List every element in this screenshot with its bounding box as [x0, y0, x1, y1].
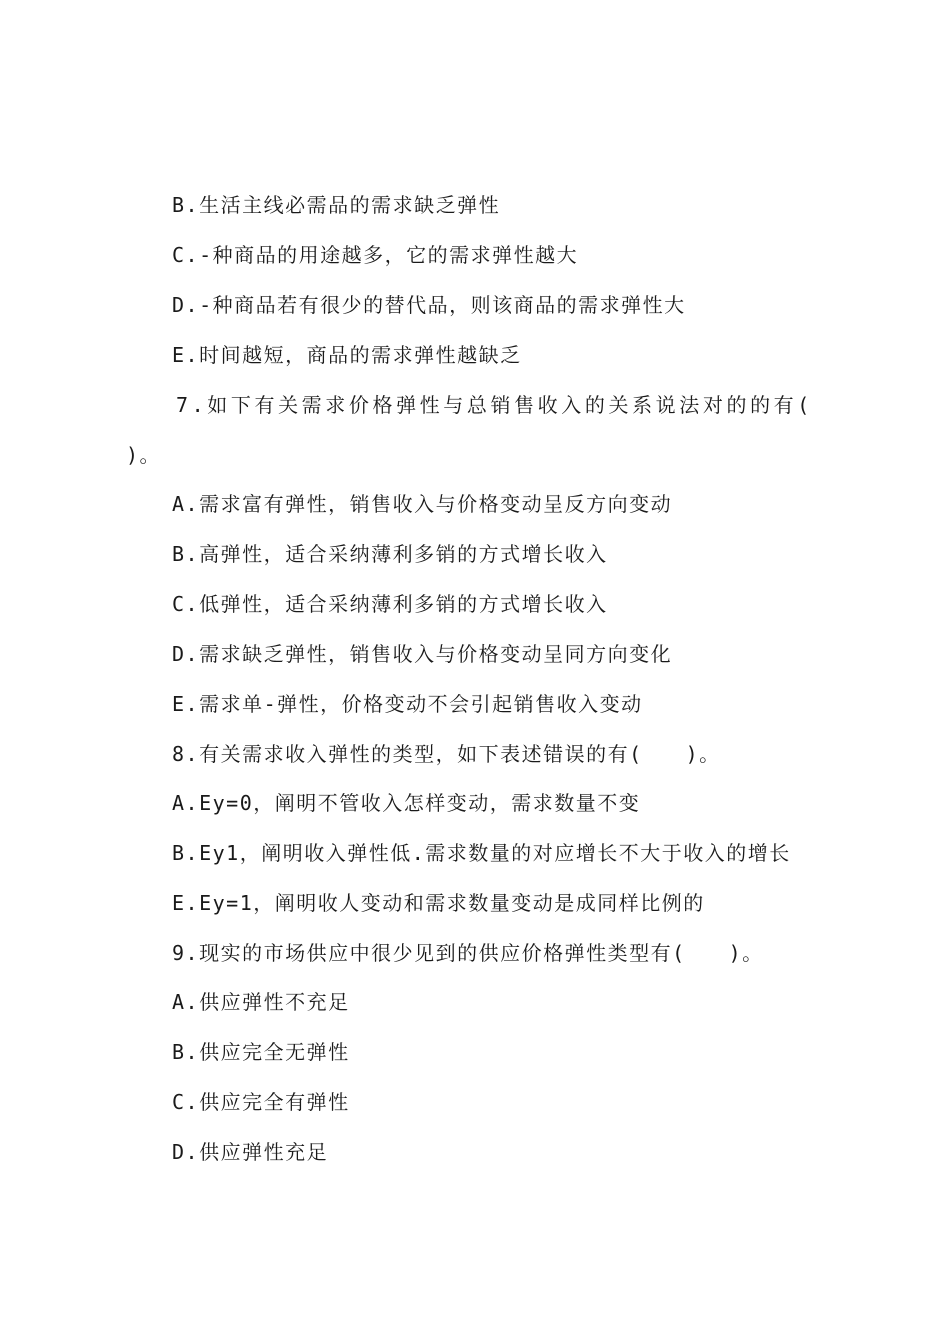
- question-8: 8.有关需求收入弹性的类型，如下表述错误的有( )。: [172, 742, 721, 766]
- option-c-q6: C.-种商品的用途越多，它的需求弹性越大: [172, 243, 579, 267]
- question-7-continuation: )。: [126, 443, 162, 467]
- option-d-q7: D.需求缺乏弹性，销售收入与价格变动呈同方向变化: [172, 642, 673, 666]
- question-9: 9.现实的市场供应中很少见到的供应价格弹性类型有( )。: [172, 941, 764, 965]
- option-c-q9: C.供应完全有弹性: [172, 1090, 350, 1114]
- option-d-q9: D.供应弹性充足: [172, 1140, 329, 1164]
- option-c-q7: C.低弹性，适合采纳薄利多销的方式增长收入: [172, 592, 608, 616]
- option-e-q8: E.Ey=1，阐明收人变动和需求数量变动是成同样比例的: [172, 891, 705, 915]
- option-b-q6: B.生活主线必需品的需求缺乏弹性: [172, 193, 501, 217]
- option-b-q9: B.供应完全无弹性: [172, 1040, 350, 1064]
- option-b-q7: B.高弹性，适合采纳薄利多销的方式增长收入: [172, 542, 608, 566]
- option-a-q9: A.供应弹性不充足: [172, 990, 350, 1014]
- option-e-q6: E.时间越短，商品的需求弹性越缺乏: [172, 343, 522, 367]
- option-e-q7: E.需求单-弹性，价格变动不会引起销售收入变动: [172, 692, 643, 716]
- option-d-q6: D.-种商品若有很少的替代品，则该商品的需求弹性大: [172, 293, 686, 317]
- option-b-q8: B.Ey1，阐明收入弹性低.需求数量的对应增长不大于收入的增长: [172, 841, 791, 865]
- option-a-q8: A.Ey=0，阐明不管收入怎样变动，需求数量不变: [172, 791, 641, 815]
- option-a-q7: A.需求富有弹性，销售收入与价格变动呈反方向变动: [172, 492, 673, 516]
- question-7: 7.如下有关需求价格弹性与总销售收入的关系说法对的的有(: [176, 393, 813, 417]
